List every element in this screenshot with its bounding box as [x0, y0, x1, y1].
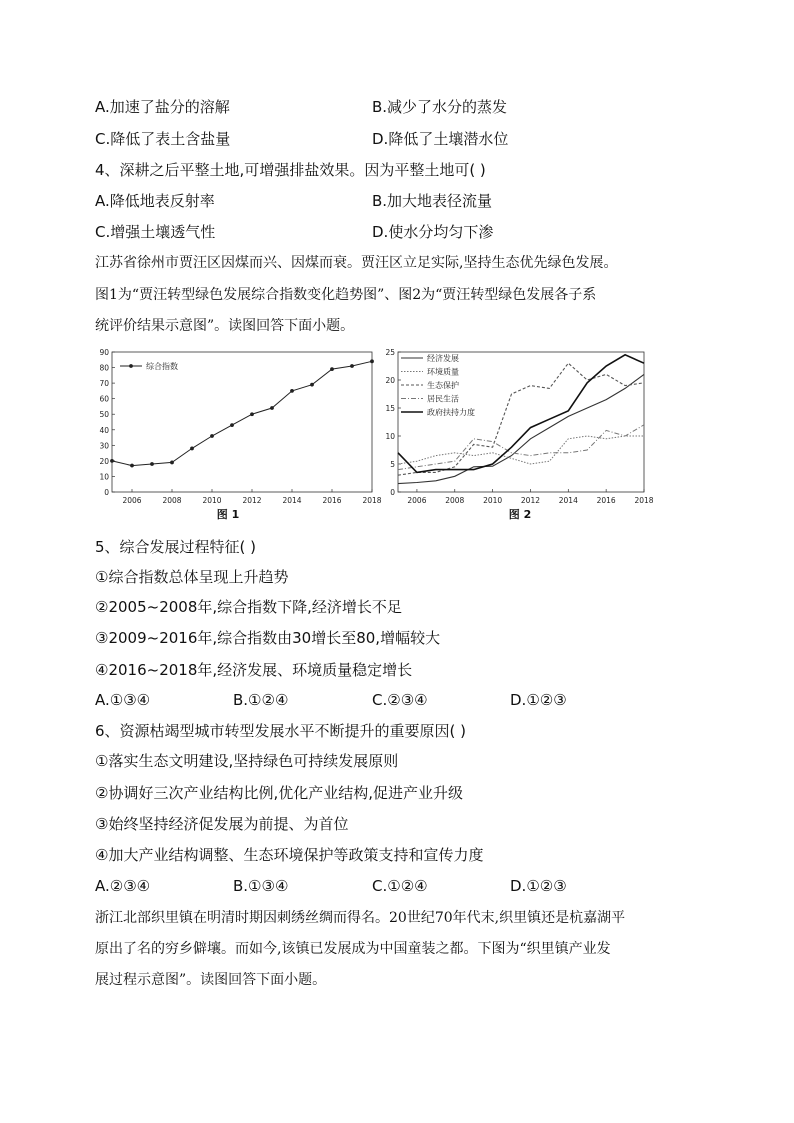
y-tick-label: 30 — [99, 441, 109, 451]
y-tick-label: 60 — [99, 394, 109, 404]
legend-label: 经济发展 — [427, 354, 459, 363]
y-tick-label: 10 — [99, 472, 109, 482]
data-point — [190, 447, 194, 451]
y-tick-label: 50 — [99, 410, 109, 420]
passage2-line2: 原出了名的穷乡僻壤。而如今,该镇已发展成为中国童装之都。下图为“织里镇产业发 — [95, 941, 611, 957]
q5-stem: 5、综合发展过程特征( ) — [95, 538, 257, 556]
series-line-1 — [398, 374, 644, 483]
x-tick-label: 2010 — [483, 496, 503, 505]
q3-option-c: C.降低了表土含盐量 — [95, 130, 231, 148]
data-point — [330, 367, 334, 371]
q5-option-d: D.①②③ — [510, 691, 567, 709]
legend-label: 综合指数 — [146, 362, 178, 371]
legend-label: 生态保护 — [427, 381, 459, 390]
x-tick-label: 2012 — [242, 496, 262, 505]
data-point — [310, 383, 314, 387]
plot-frame — [112, 352, 372, 492]
x-tick-label: 2006 — [122, 496, 142, 505]
legend-label: 环境质量 — [427, 367, 459, 377]
y-tick-label: 5 — [390, 460, 395, 469]
x-tick-label: 2012 — [520, 496, 541, 505]
series-line-2 — [398, 436, 644, 464]
passage2-line3: 展过程示意图”。读图回答下面小题。 — [95, 972, 327, 988]
legend-label: 政府扶持力度 — [427, 408, 475, 417]
q5-statement-4: ④2016~2018年,经济发展、环境质量稳定增长 — [95, 661, 413, 679]
series-line-3 — [398, 363, 644, 475]
q3-option-a: A.加速了盐分的溶解 — [95, 98, 230, 116]
y-tick-label: 10 — [385, 432, 395, 441]
passage1-line3: 统评价结果示意图”。读图回答下面小题。 — [95, 318, 355, 334]
q6-option-b: B.①③④ — [233, 877, 289, 895]
data-point — [150, 462, 154, 466]
q6-stem: 6、资源枯竭型城市转型发展水平不断提升的重要原因( ) — [95, 722, 467, 740]
y-tick-label: 20 — [99, 456, 109, 466]
series-line-1 — [112, 361, 372, 465]
x-tick-label: 2016 — [596, 496, 616, 505]
q5-option-a: A.①③④ — [95, 691, 151, 709]
figure-caption: 图 1 — [216, 508, 240, 521]
data-point — [110, 459, 114, 463]
data-point — [170, 461, 174, 465]
data-point — [290, 389, 294, 393]
x-tick-label: 2016 — [322, 496, 342, 505]
x-tick-label: 2018 — [634, 496, 654, 505]
y-tick-label: 0 — [390, 488, 395, 497]
q4-option-c: C.增强土壤透气性 — [95, 223, 216, 241]
q6-statement-3: ③始终坚持经济促发展为前提、为首位 — [95, 815, 349, 833]
legend-marker — [129, 364, 133, 368]
x-tick-label: 2014 — [558, 496, 578, 505]
y-tick-label: 90 — [99, 348, 109, 357]
x-tick-label: 2008 — [445, 496, 465, 505]
y-tick-label: 80 — [99, 363, 109, 373]
q4-option-d: D.使水分均匀下渗 — [372, 223, 494, 241]
data-point — [270, 406, 274, 410]
y-tick-label: 0 — [104, 488, 109, 497]
q6-statement-4: ④加大产业结构调整、生态环境保护等政策支持和宣传力度 — [95, 846, 484, 864]
x-tick-label: 2010 — [202, 496, 222, 505]
q5-statement-2: ②2005~2008年,综合指数下降,经济增长不足 — [95, 598, 402, 616]
q6-statement-1: ①落实生态文明建设,坚持绿色可持续发展原则 — [95, 752, 399, 770]
x-tick-label: 2008 — [162, 496, 182, 505]
figure2-chart — [385, 346, 654, 524]
passage2-line1: 浙江北部织里镇在明清时期因刺绣丝绸而得名。20世纪70年代末,织里镇还是杭嘉湖平 — [95, 910, 626, 926]
data-point — [230, 423, 234, 427]
data-point — [370, 359, 374, 363]
data-point — [250, 412, 254, 416]
q4-option-b: B.加大地表径流量 — [372, 192, 493, 210]
passage1-line1: 江苏省徐州市贾汪区因煤而兴、因煤而衰。贾汪区立足实际,坚持生态优先绿色发展。 — [95, 255, 618, 271]
data-point — [350, 364, 354, 368]
q6-option-a: A.②③④ — [95, 877, 151, 895]
data-point — [130, 464, 134, 468]
x-tick-label: 2018 — [362, 496, 382, 505]
data-point — [210, 434, 214, 438]
passage1-line2: 图1为“贾汪转型绿色发展综合指数变化趋势图”、图2为“贾汪转型绿色发展各子系 — [95, 287, 597, 303]
y-tick-label: 20 — [385, 376, 395, 385]
q4-stem: 4、深耕之后平整土地,可增强排盐效果。因为平整土地可( ) — [95, 161, 486, 179]
q6-option-c: C.①②④ — [372, 877, 428, 895]
q5-statement-3: ③2009~2016年,综合指数由30增长至80,增幅较大 — [95, 629, 441, 647]
x-tick-label: 2006 — [407, 496, 427, 505]
figure1-chart — [88, 346, 382, 524]
q5-option-b: B.①②④ — [233, 691, 289, 709]
q3-option-b: B.减少了水分的蒸发 — [372, 98, 508, 116]
q6-statement-2: ②协调好三次产业结构比例,优化产业结构,促进产业升级 — [95, 784, 463, 802]
y-tick-label: 70 — [99, 379, 109, 389]
q5-option-c: C.②③④ — [372, 691, 428, 709]
q5-statement-1: ①综合指数总体呈现上升趋势 — [95, 568, 289, 586]
y-tick-label: 15 — [385, 404, 395, 413]
q3-option-d: D.降低了土壤潜水位 — [372, 130, 509, 148]
legend-label: 居民生活 — [427, 394, 459, 404]
q4-option-a: A.降低地表反射率 — [95, 192, 215, 210]
q6-option-d: D.①②③ — [510, 877, 567, 895]
y-tick-label: 25 — [385, 348, 395, 357]
figure-caption: 图 2 — [508, 508, 532, 521]
x-tick-label: 2014 — [282, 496, 302, 505]
y-tick-label: 40 — [99, 425, 109, 435]
